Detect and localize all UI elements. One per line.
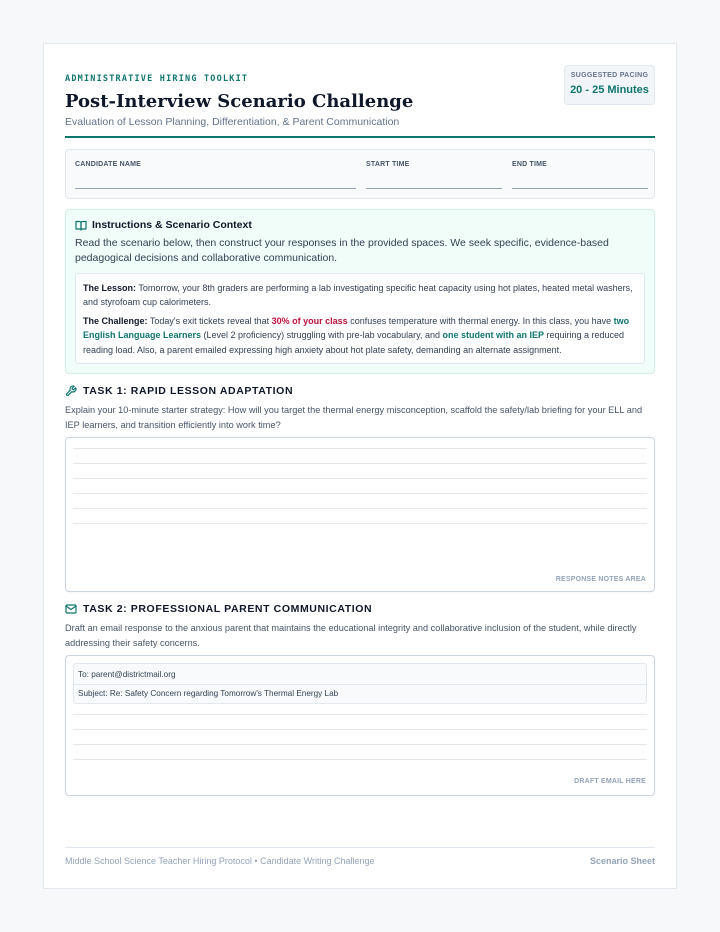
- response-line: [73, 714, 647, 715]
- lesson-paragraph: [83, 281, 637, 310]
- task1-area-label: RESPONSE NOTES AREA: [555, 576, 646, 583]
- task2-area-label: DRAFT EMAIL HERE: [574, 778, 646, 785]
- response-line: [73, 508, 647, 509]
- instructions-body: Read the scenario below, then construct your responses in the provided spaces. We seek specific, evidence-based pedagogical decisions and collaborative communication.: [75, 237, 609, 264]
- book-open-icon: [75, 220, 87, 231]
- lesson-label: The Lesson:: [83, 283, 137, 293]
- header-divider: [65, 136, 655, 138]
- task2-title: TASK 2: PROFESSIONAL PARENT COMMUNICATION: [83, 603, 373, 615]
- task2-header: [65, 603, 372, 615]
- response-line: [73, 478, 647, 479]
- scenario-box: [75, 273, 645, 364]
- page-title: Post-Interview Scenario Challenge: [65, 91, 414, 112]
- email-header: [73, 663, 647, 704]
- lesson-text: Tomorrow, your 8th graders are performing a lab investigating specific heat capacity using hot plates, heated metal washers, and styrofoam cup calorimeters.: [83, 283, 633, 308]
- page-subtitle: Evaluation of Lesson Planning, Differentiation, & Parent Communication: [65, 116, 400, 128]
- response-line: [73, 523, 647, 524]
- email-divider: [74, 684, 646, 685]
- pacing-label: SUGGESTED PACING: [570, 72, 649, 79]
- footer-sheet-label: Scenario Sheet: [589, 856, 655, 866]
- pacing-value: 20 - 25 Minutes: [570, 84, 649, 96]
- end-time-label: END TIME: [512, 161, 548, 168]
- challenge-label: The Challenge:: [83, 315, 148, 326]
- misconception-highlight: 30% of your class: [271, 315, 348, 326]
- instructions-header: [75, 219, 252, 231]
- ell-highlight: two English Language Learners: [83, 315, 630, 341]
- email-to: To: parent@districtmail.org: [78, 670, 176, 679]
- wrench-icon: [65, 385, 77, 397]
- candidate-name-label: CANDIDATE NAME: [75, 161, 142, 168]
- response-line: [73, 493, 647, 494]
- challenge-text-3: (Level 2 proficiency) struggling with pre-lab vocabulary, and: [201, 330, 443, 341]
- response-line: [73, 759, 647, 760]
- task1-header: [65, 385, 293, 397]
- challenge-text-1: Today's exit tickets reveal that: [147, 315, 272, 326]
- toolkit-kicker: ADMINISTRATIVE HIRING TOOLKIT: [65, 74, 249, 84]
- end-time-field[interactable]: [512, 161, 648, 168]
- email-subject: Subject: Re: Safety Concern regarding Tomorrow's Thermal Energy Lab: [78, 689, 339, 698]
- task2-description: Draft an email response to the anxious parent that maintains the educational integrity and collaborative inclusion of the student, while directly addressing their safety concerns.: [65, 623, 637, 648]
- task1-description: Explain your 10-minute starter strategy: How will you target the thermal energy misconception, scaffold the safety/lab briefing for your ELL and IEP learners, and transition efficiently into work time?: [65, 405, 643, 430]
- response-line: [73, 729, 647, 730]
- iep-highlight: one student with an IEP: [442, 330, 544, 341]
- start-time-line[interactable]: [366, 188, 502, 189]
- response-line: [73, 744, 647, 745]
- response-line: [73, 463, 647, 464]
- footer-divider: [65, 847, 655, 848]
- scenario-sheet: [43, 43, 677, 889]
- task1-title: TASK 1: RAPID LESSON ADAPTATION: [83, 385, 294, 397]
- candidate-name-field[interactable]: [75, 161, 356, 168]
- candidate-name-line[interactable]: [75, 188, 356, 189]
- end-time-line[interactable]: [512, 188, 648, 189]
- instructions-title: Instructions & Scenario Context: [92, 219, 252, 231]
- response-line: [73, 448, 647, 449]
- challenge-text-4: requiring a reduced reading load. Also, a parent emailed expressing high anxiety about hot plate safety, demanding an alternate assignment.: [83, 330, 625, 355]
- candidate-info-box: [65, 149, 655, 199]
- mail-icon: [65, 604, 77, 614]
- task1-response-area[interactable]: [65, 437, 655, 592]
- instructions-panel: [65, 209, 655, 374]
- challenge-paragraph: [83, 314, 637, 357]
- pacing-badge: [564, 65, 655, 105]
- footer-protocol: Middle School Science Teacher Hiring Protocol • Candidate Writing Challenge: [65, 856, 375, 866]
- task2-response-area[interactable]: [65, 655, 655, 796]
- challenge-text-2: confuses temperature with thermal energy. In this class, you have: [347, 315, 614, 326]
- start-time-label: START TIME: [366, 161, 410, 168]
- start-time-field[interactable]: [366, 161, 502, 168]
